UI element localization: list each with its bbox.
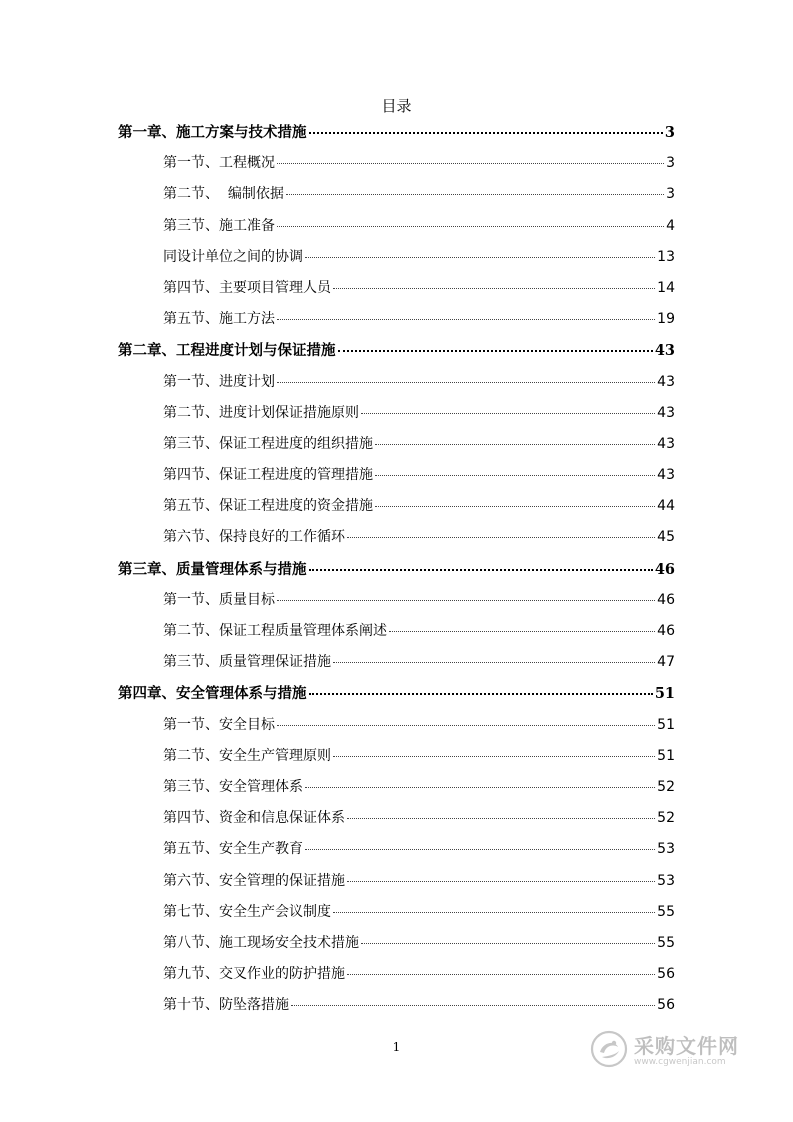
toc-entry-page: 43 (657, 467, 675, 484)
toc-entry-label: 第二节、安全生产管理原则 (163, 747, 331, 764)
toc-entry-page: 46 (657, 591, 675, 608)
toc-entry-page: 3 (666, 155, 675, 172)
toc-entry-page: 46 (657, 623, 675, 639)
toc-entry-page: 47 (657, 654, 675, 671)
toc-entry[interactable] (118, 273, 675, 304)
toc-dot-leader (389, 630, 655, 632)
toc-dot-leader (375, 474, 655, 476)
toc-entry-label: 第七节、安全生产会议制度 (163, 903, 331, 920)
watermark (590, 1026, 760, 1072)
toc-dot-leader (309, 692, 653, 695)
toc-entry[interactable] (118, 741, 675, 772)
toc-entry[interactable] (118, 179, 675, 210)
toc-entry[interactable] (118, 491, 675, 522)
toc-dot-leader (291, 1004, 655, 1006)
toc-entry-page: 46 (654, 560, 675, 578)
toc-dot-leader (361, 412, 655, 414)
toc-entry[interactable] (118, 959, 675, 990)
toc-entry[interactable] (118, 710, 675, 741)
toc-entry-page: 45 (657, 529, 675, 546)
toc-entry-page: 56 (657, 997, 675, 1014)
toc-dot-leader (333, 661, 655, 663)
toc-entry-label: 第六节、保持良好的工作循环 (163, 529, 345, 546)
toc-entry-label: 第一节、进度计划 (163, 373, 275, 390)
toc-dot-leader (277, 724, 655, 726)
watermark-name: 采购文件网 (634, 1034, 739, 1058)
page-number: 1 (392, 1040, 401, 1054)
toc-entry-label: 第三章、质量管理体系与措施 (118, 560, 307, 578)
toc-entry[interactable] (118, 647, 675, 678)
toc-dot-leader (333, 911, 655, 913)
toc-entry-label: 第三节、质量管理保证措施 (163, 654, 331, 671)
toc-entry-page: 52 (657, 810, 675, 827)
toc-entry-label: 第五节、施工方法 (163, 311, 275, 328)
toc-entry[interactable] (118, 772, 675, 803)
toc-entry-page: 53 (657, 872, 675, 889)
toc-entry[interactable] (118, 460, 675, 491)
toc-entry[interactable] (118, 803, 675, 834)
toc-entry[interactable] (118, 678, 675, 709)
toc-entry-page: 44 (657, 498, 675, 515)
toc-entry-label: 第十节、防坠落措施 (163, 997, 289, 1014)
toc-entry[interactable] (118, 335, 675, 366)
toc-entry[interactable] (118, 616, 675, 647)
toc-dot-leader (347, 973, 655, 975)
toc-entry-label: 第六节、安全管理的保证措施 (163, 872, 345, 889)
toc-entry-label: 第一节、工程概况 (163, 155, 275, 172)
toc-entry-page: 13 (657, 248, 675, 265)
toc-dot-leader (277, 318, 655, 320)
toc-entry-page: 4 (666, 217, 675, 234)
toc-entry-label: 第三节、施工准备 (163, 217, 275, 234)
toc-dot-leader (277, 225, 664, 227)
toc-dot-leader (277, 599, 655, 601)
toc-entry[interactable] (118, 928, 675, 959)
toc-entry[interactable] (118, 554, 675, 585)
toc-dot-leader (333, 287, 655, 289)
toc-entry-page: 55 (657, 934, 675, 951)
toc-dot-leader (286, 193, 664, 195)
toc-entry-page: 51 (657, 716, 675, 733)
toc-entry-label: 第四节、资金和信息保证体系 (163, 810, 345, 827)
toc-entry-page: 3 (666, 186, 675, 203)
toc-entry[interactable] (118, 367, 675, 398)
toc-entry-label: 第一章、施工方案与技术措施 (118, 124, 307, 141)
toc-entry[interactable] (118, 242, 675, 273)
toc-dot-leader (347, 817, 655, 819)
toc-entry-label: 第三节、安全管理体系 (163, 778, 303, 795)
toc-entry[interactable] (118, 148, 675, 179)
toc-dot-leader (338, 349, 653, 352)
toc-entry-page: 3 (664, 124, 675, 141)
toc-dot-leader (305, 786, 655, 788)
toc-dot-leader (333, 755, 655, 757)
toc-dot-leader (347, 536, 655, 538)
toc-entry[interactable] (118, 834, 675, 865)
watermark-logo-icon (590, 1030, 628, 1068)
toc-entry-label: 第一节、安全目标 (163, 716, 275, 733)
watermark-url: www.cgwenjian.com (634, 1057, 726, 1067)
toc-entry-label: 第二节、 编制依据 (163, 186, 284, 203)
toc-entry-page: 43 (657, 435, 675, 452)
toc-entry[interactable] (118, 897, 675, 928)
toc-dot-leader (305, 848, 655, 850)
toc-dot-leader (309, 568, 653, 571)
toc-entry-label: 第九节、交叉作业的防护措施 (163, 966, 345, 983)
toc-entry[interactable] (118, 117, 675, 148)
toc-title: 目录 (381, 97, 412, 115)
toc-entry-page: 51 (654, 685, 675, 703)
toc-entry-label: 第八节、施工现场安全技术措施 (163, 934, 359, 951)
toc-entry-label: 第四节、主要项目管理人员 (163, 279, 331, 296)
toc-dot-leader (361, 942, 655, 944)
toc-entry[interactable] (118, 398, 675, 429)
toc-entry-page: 43 (657, 373, 675, 390)
toc-entry-page: 43 (654, 342, 675, 360)
toc-dot-leader (375, 505, 655, 507)
toc-entry-page: 14 (657, 279, 675, 296)
toc-entry-label: 第三节、保证工程进度的组织措施 (163, 435, 373, 452)
toc-entry-page: 55 (657, 903, 675, 920)
toc-entry-label: 第二节、进度计划保证措施原则 (163, 404, 359, 421)
toc-entry[interactable] (118, 211, 675, 242)
toc-entry[interactable] (118, 866, 675, 897)
toc-entry-page: 56 (657, 966, 675, 983)
toc-entry-page: 52 (657, 778, 675, 795)
toc-list (118, 117, 675, 1021)
toc-entry-page: 19 (657, 311, 675, 328)
toc-entry[interactable] (118, 585, 675, 616)
toc-entry-page: 51 (657, 747, 675, 764)
toc-dot-leader (309, 131, 663, 134)
toc-entry[interactable] (118, 304, 675, 335)
toc-dot-leader (305, 256, 655, 258)
toc-entry-label: 第一节、质量目标 (163, 591, 275, 608)
toc-entry-label: 第五节、保证工程进度的资金措施 (163, 498, 373, 515)
toc-dot-leader (277, 381, 655, 383)
toc-entry-label: 同设计单位之间的协调 (163, 248, 303, 265)
toc-entry-label: 第四章、安全管理体系与措施 (118, 685, 307, 703)
toc-entry[interactable] (118, 429, 675, 460)
toc-entry-page: 43 (657, 404, 675, 421)
toc-entry-label: 第五节、安全生产教育 (163, 841, 303, 858)
toc-entry-label: 第二章、工程进度计划与保证措施 (118, 342, 336, 360)
toc-entry-label: 第二节、保证工程质量管理体系阐述 (163, 623, 387, 639)
toc-entry-page: 53 (657, 841, 675, 858)
toc-dot-leader (277, 162, 664, 164)
toc-entry[interactable] (118, 990, 675, 1021)
toc-entry-label: 第四节、保证工程进度的管理措施 (163, 467, 373, 484)
toc-entry[interactable] (118, 522, 675, 553)
toc-dot-leader (347, 880, 655, 882)
toc-dot-leader (375, 443, 655, 445)
